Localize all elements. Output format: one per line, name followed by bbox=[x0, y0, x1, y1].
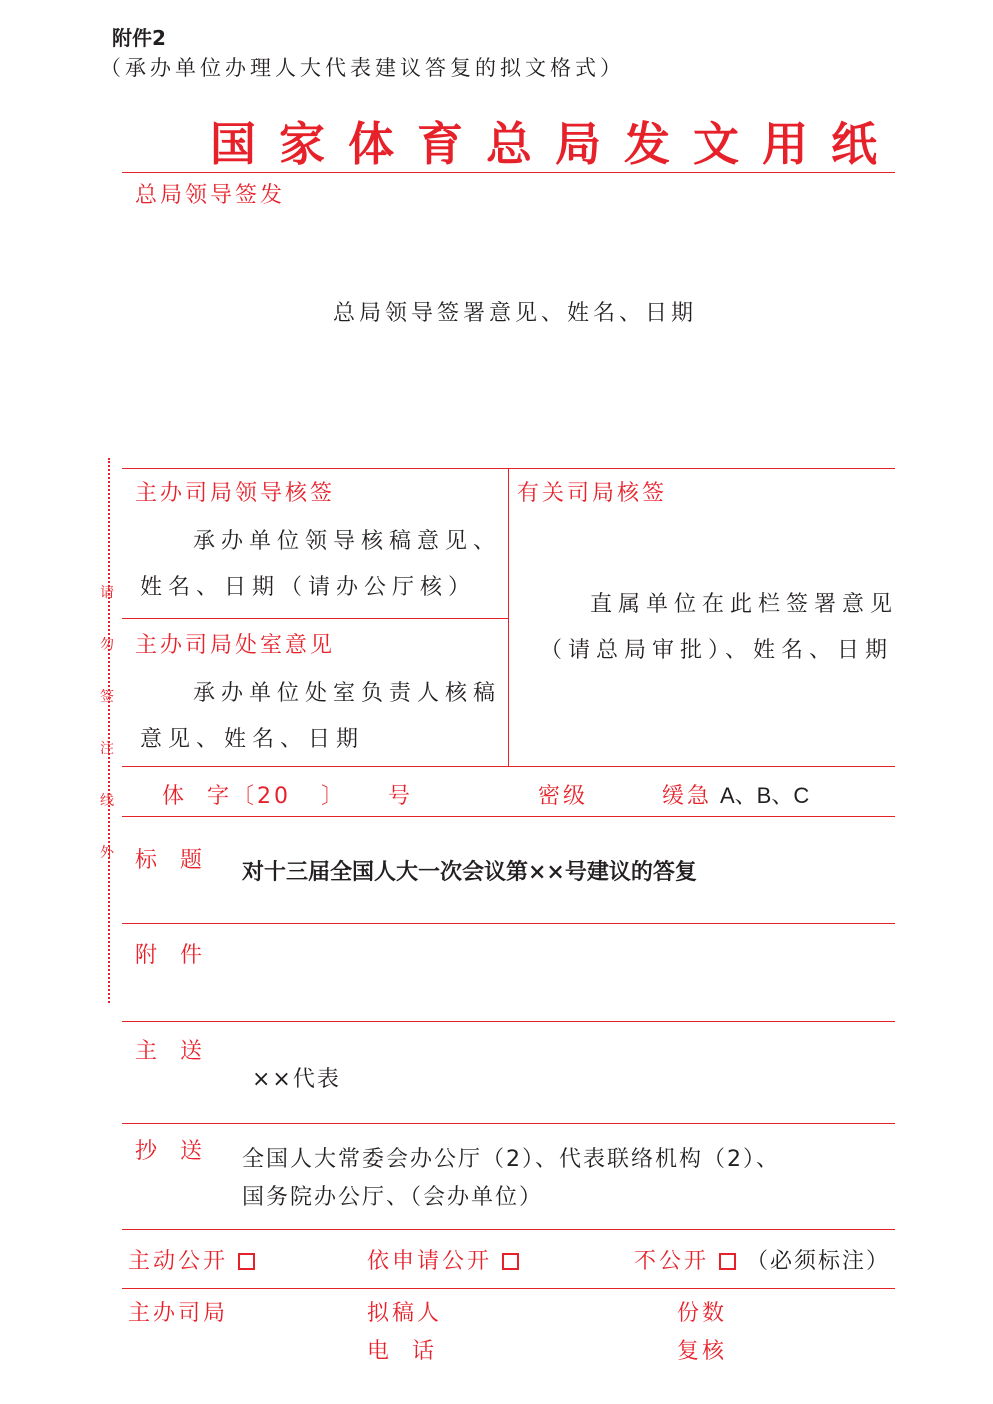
review-mid-rule bbox=[122, 618, 508, 619]
title-top-rule bbox=[122, 816, 895, 817]
title-label: 标 题 bbox=[135, 848, 205, 873]
lead-review-label: 主办司局领导核签 bbox=[135, 481, 336, 506]
footer-check-label: 复核 bbox=[677, 1339, 728, 1364]
sign-off-label: 总局领导签发 bbox=[135, 183, 286, 208]
related-review-label: 有关司局核签 bbox=[517, 481, 668, 506]
copy-send-value-2: 国务院办公厅、（会办单位） bbox=[242, 1185, 544, 1210]
disclosure-not-public-label: 不公开 bbox=[634, 1249, 710, 1274]
urgency-value: A、B、C bbox=[720, 783, 810, 808]
doc-number-prefix: 体 字〔20 〕 bbox=[162, 784, 346, 809]
footer-copies-label: 份数 bbox=[677, 1301, 728, 1326]
secrecy-label: 密级 bbox=[538, 784, 589, 809]
disclosure-on-request-label: 依申请公开 bbox=[367, 1249, 493, 1274]
header-rule bbox=[122, 172, 895, 173]
margin-char: 签 bbox=[100, 689, 114, 705]
attachment-top-rule bbox=[122, 923, 895, 924]
copy-send-label: 抄 送 bbox=[135, 1139, 205, 1164]
division-review-text-1: 承办单位处室负责人核稿 bbox=[193, 681, 502, 706]
paper-title: 国家体育总局发文用纸 bbox=[210, 117, 900, 171]
disclosure-active bbox=[128, 1244, 255, 1275]
review-divider bbox=[508, 468, 509, 766]
disclosure-on-request bbox=[367, 1244, 519, 1275]
disclosure-active-checkbox[interactable] bbox=[238, 1253, 255, 1270]
sign-off-instruction: 总局领导签署意见、姓名、日期 bbox=[333, 301, 698, 326]
disclosure-on-request-checkbox[interactable] bbox=[502, 1253, 519, 1270]
margin-char: 请 bbox=[100, 585, 114, 601]
format-note: （承办单位办理人大代表建议答复的拟文格式） bbox=[100, 56, 625, 80]
footer-dept-label: 主办司局 bbox=[128, 1301, 229, 1326]
margin-dotted-line bbox=[108, 458, 110, 1003]
attachment-row-label: 附 件 bbox=[135, 943, 205, 968]
disclosure-top-rule bbox=[122, 1229, 895, 1230]
main-send-top-rule bbox=[122, 1021, 895, 1022]
disclosure-not-public bbox=[634, 1244, 890, 1275]
disclosure-note: （必须标注） bbox=[746, 1249, 891, 1274]
division-review-text-2: 意见、姓名、日期 bbox=[140, 727, 365, 752]
lead-review-text-2: 姓名、日期（请办公厅核） bbox=[140, 575, 477, 600]
main-send-label: 主 送 bbox=[135, 1039, 205, 1064]
doc-number-suffix: 号 bbox=[388, 784, 414, 809]
attachment-label: 附件2 bbox=[112, 26, 166, 50]
copy-send-value-1: 全国人大常委会办公厅（2）、代表联络机构（2）、 bbox=[242, 1147, 780, 1172]
margin-char: 勿 bbox=[100, 637, 114, 653]
copy-send-top-rule bbox=[122, 1123, 895, 1124]
doc-number-top-rule bbox=[122, 766, 895, 767]
lead-review-text-1: 承办单位领导核稿意见、 bbox=[193, 529, 502, 554]
footer-drafter-label: 拟稿人 bbox=[367, 1301, 443, 1326]
footer-phone-label: 电 话 bbox=[367, 1339, 437, 1364]
title-value: 对十三届全国人大一次会议第××号建议的答复 bbox=[242, 859, 697, 885]
footer-top-rule bbox=[122, 1288, 895, 1289]
margin-char: 线 bbox=[100, 793, 114, 809]
related-review-text-1: 直属单位在此栏签署意见 bbox=[590, 592, 899, 617]
disclosure-not-public-checkbox[interactable] bbox=[719, 1253, 736, 1270]
division-review-label: 主办司局处室意见 bbox=[135, 633, 336, 658]
related-review-text-2: （请总局审批）、姓名、日期 bbox=[540, 638, 894, 663]
urgency-label: 缓急 bbox=[662, 784, 713, 809]
margin-char: 注 bbox=[100, 741, 114, 757]
main-send-value: ××代表 bbox=[252, 1067, 341, 1092]
margin-char: 外 bbox=[100, 845, 114, 861]
disclosure-active-label: 主动公开 bbox=[128, 1249, 229, 1274]
